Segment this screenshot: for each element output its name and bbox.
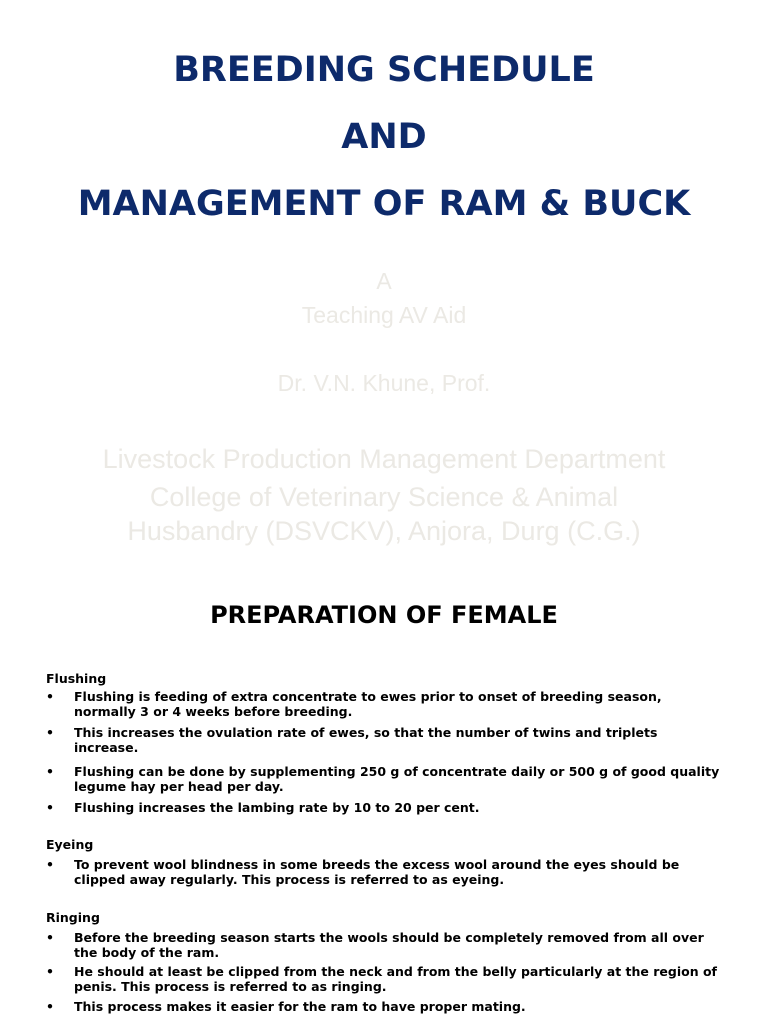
author-name: Dr. V.N. Khune, Prof. (277, 370, 491, 396)
section-heading-eyeing: Eyeing (46, 837, 94, 852)
list-item (46, 930, 726, 960)
bullet-icon: • (46, 964, 54, 979)
subtitle-line-a: A (376, 268, 392, 294)
title-line-3: MANAGEMENT OF RAM & BUCK (77, 184, 691, 224)
bullet-icon: • (46, 999, 54, 1014)
bullet-icon: • (46, 930, 54, 945)
section-heading-flushing: Flushing (46, 671, 107, 686)
department-name: Livestock Production Management Department (102, 444, 666, 474)
list-item (46, 800, 726, 815)
subtitle-line-aid: Teaching AV Aid (301, 302, 467, 328)
list-item (46, 964, 726, 994)
bullet-icon: • (46, 764, 54, 779)
list-item-text: This process makes it easier for the ram to have proper mating. (74, 999, 526, 1014)
bullet-icon: • (46, 725, 54, 740)
bullet-icon: • (46, 857, 54, 872)
section-heading-ringing: Ringing (46, 910, 100, 925)
list-item-text: Flushing can be done by supplementing 250 g of concentrate daily or 500 g of good quality legume hay per head per day. (74, 764, 720, 794)
list-item (46, 689, 726, 719)
college-name-line-2: Husbandry (DSVCKV), Anjora, Durg (C.G.) (127, 516, 641, 546)
bullet-icon: • (46, 800, 54, 815)
list-item (46, 764, 726, 794)
list-item-text: This increases the ovulation rate of ewes, so that the number of twins and triplets increase. (74, 725, 658, 755)
content-slide (0, 575, 768, 1024)
title-line-1: BREEDING SCHEDULE (173, 50, 595, 90)
slide-title: PREPARATION OF FEMALE (210, 601, 558, 629)
list-item-text: Flushing increases the lambing rate by 10 to 20 per cent. (74, 800, 480, 815)
list-item (46, 857, 726, 887)
list-item (46, 725, 726, 755)
title-line-2: AND (341, 117, 427, 157)
college-name-line-1: College of Veterinary Science & Animal (149, 482, 619, 512)
list-item-text: Before the breeding season starts the wools should be completely removed from all over the body of the ram. (74, 930, 704, 960)
list-item-text: He should at least be clipped from the neck and from the belly particularly at the region of penis. This process is referred to as ringing. (74, 964, 717, 994)
list-item-text: To prevent wool blindness in some breeds the excess wool around the eyes should be clipped away regularly. This process is referred to as eyeing. (74, 857, 680, 887)
list-item (46, 999, 726, 1014)
list-item-text: Flushing is feeding of extra concentrate to ewes prior to onset of breeding season, normally 3 or 4 weeks before breeding. (74, 689, 662, 719)
bullet-icon: • (46, 689, 54, 704)
